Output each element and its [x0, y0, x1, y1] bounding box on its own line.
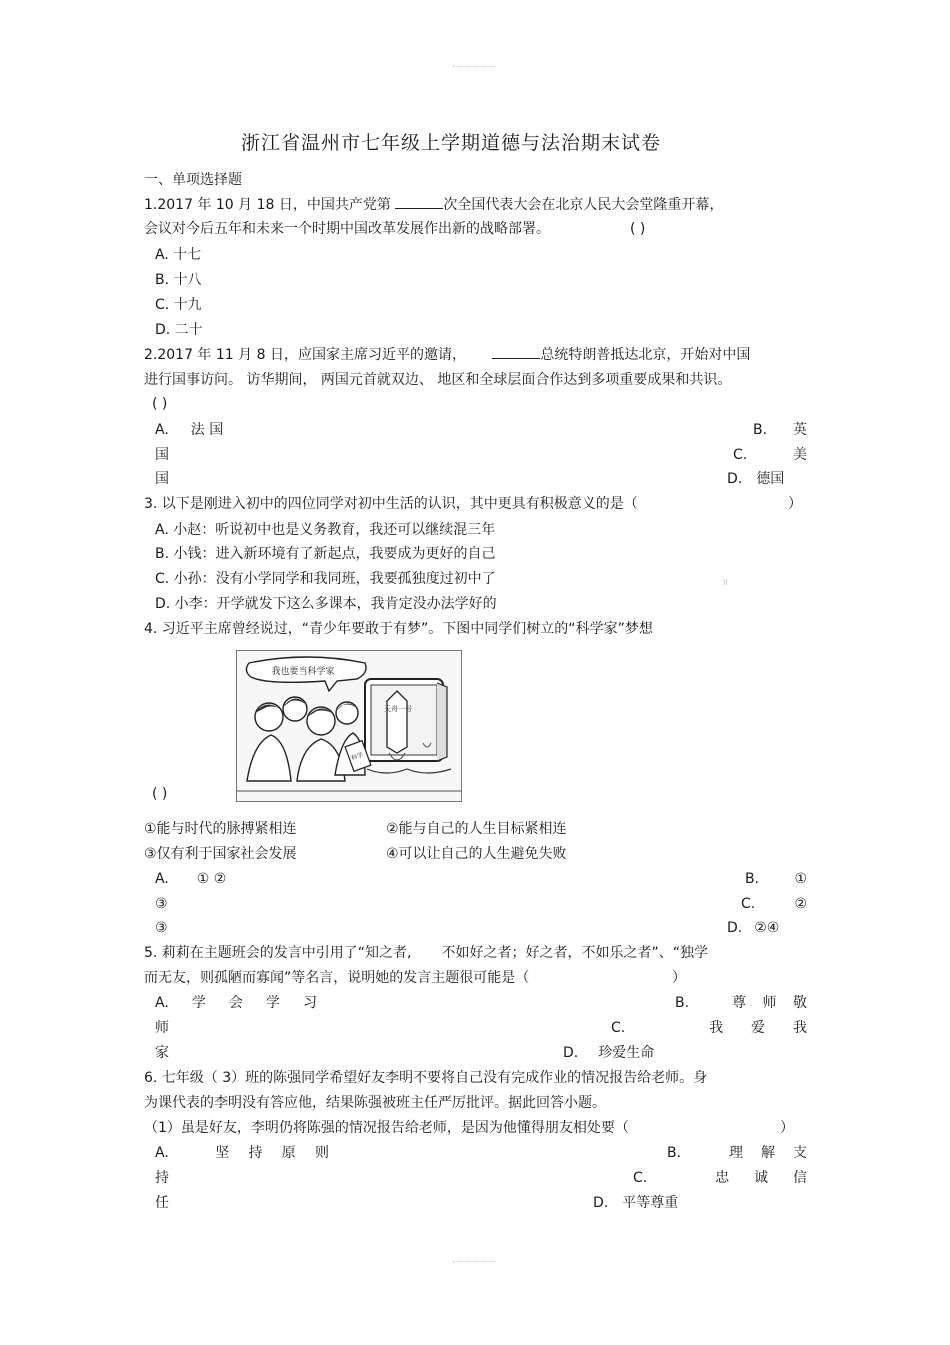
q1-option-b: B. 十八: [155, 272, 202, 288]
q2-option-d: D. 德国: [727, 471, 785, 487]
page-title: 浙江省温州市七年级上学期道德与法治期末试卷: [241, 132, 662, 154]
q1-stem-line2: 会议对今后五年和未来一个时期中国改革发展作出新的战略部署。: [144, 221, 550, 237]
q6-stem-line2: 为课代表的李明没有答应他，结果陈强被班主任严厉批评。据此回答小题。: [144, 1095, 606, 1111]
sign-label: 科学: [350, 751, 365, 763]
q2-wrap-2: 国: [155, 471, 169, 487]
q4-wrap-2: ③: [155, 920, 168, 936]
q2-answer-blank: [492, 346, 540, 359]
q4-cartoon-image: [236, 650, 462, 802]
q6-stem-line1: 6. 七年级（ 3）班的陈强同学希望好友李明不要将自己没有完成作业的情况报告给老师。身: [144, 1070, 708, 1086]
q3-option-d: D. 小李：开学就发下这么多课本，我肯定没办法学好的: [155, 596, 497, 612]
q6-option-d: D. 平等尊重: [593, 1195, 679, 1211]
q1-answer-paren: ( ): [630, 221, 646, 237]
q6-wrap-1: 持: [155, 1170, 169, 1186]
q1-answer-blank: [395, 196, 443, 209]
page-bottom-marker: [453, 1261, 495, 1266]
q5-option-b: B. 尊 师 敬: [675, 995, 807, 1011]
q1-option-d: D. 二十: [155, 322, 203, 338]
q2-option-c: C. 美: [733, 447, 807, 463]
q4-option-a: A. ① ②: [155, 871, 227, 887]
q2-stem-line2: 进行国事访问。 访华期间， 两国元首就双边、 地区和全球层面合作达到多项重要成果和共识。: [144, 372, 732, 388]
q5-stem-line1: 5. 莉莉在主题班会的发言中引用了“知之者, 不如好之者；好之者，不如乐之者”、“独学: [144, 945, 709, 961]
q4-option-d: D. ②④: [727, 920, 780, 936]
q5-option-a: A. 学 会 学 习: [155, 995, 317, 1011]
q4-statement-3: ③仅有利于国家社会发展: [144, 846, 297, 862]
q4-statement-1: ①能与时代的脉搏紧相连: [144, 821, 297, 837]
q5-stem-line2: 而无友，则孤陋而寡闻”等名言，说明她的发言主题很可能是（: [144, 970, 530, 986]
q2-option-a: A. 法 国: [155, 422, 224, 438]
q2-answer-paren: ( ): [152, 396, 168, 412]
q3-paren-close: ）: [788, 496, 802, 512]
q5-wrap-2: 家: [155, 1045, 169, 1061]
q2-stem-line1: 2.2017 年 11 月 8 日，应国家主席习近平的邀请， 总统特朗普抵达北京，开始对中国: [144, 347, 751, 363]
q4-statement-4: ④可以让自己的人生避免失败: [386, 846, 567, 862]
q6-paren-close: ）: [780, 1120, 794, 1136]
q4-stem: 4. 习近平主席曾经说过，“青少年要敢于有梦”。下图中同学们树立的“科学家”梦想: [144, 621, 653, 637]
q4-statement-2: ②能与自己的人生目标紧相连: [386, 821, 567, 837]
q4-wrap-1: ③: [155, 896, 168, 912]
q5-paren-close: ）: [672, 970, 686, 986]
q5-option-d: D. 珍爱生命: [563, 1045, 655, 1061]
q3-stem: 3. 以下是刚进入初中的四位同学对初中生活的认识，其中更具有积极意义的是（: [144, 496, 638, 512]
q3-option-c: C. 小孙：没有小学同学和我同班，我要孤独度过初中了: [155, 571, 496, 587]
page-top-marker: [453, 66, 495, 71]
q2-option-b: B. 英: [753, 422, 807, 438]
cartoon-caption: 我也要当科学家: [271, 667, 335, 677]
scan-mark: ll: [723, 578, 728, 587]
q6-sub1-stem: （1）虽是好友，李明仍将陈强的情况报告给老师，是因为他懂得朋友相处要（: [144, 1120, 629, 1136]
q2-wrap-1: 国: [155, 447, 169, 463]
q1-option-c: C. 十九: [155, 297, 202, 313]
q1-option-a: A. 十七: [155, 247, 202, 263]
q5-wrap-1: 师: [155, 1020, 169, 1036]
rocket-label: 天舟一号: [384, 705, 412, 713]
q6-option-c: C. 忠 诚 信: [633, 1170, 807, 1186]
q6-option-b: B. 理 解 支: [667, 1145, 807, 1161]
q4-option-c: C. ②: [741, 896, 807, 912]
section-heading: 一、单项选择题: [144, 172, 242, 188]
q5-option-c: C. 我 爱 我: [611, 1020, 807, 1036]
q6-option-a: A. 坚 持 原 则: [155, 1145, 329, 1161]
q6-wrap-2: 任: [155, 1195, 169, 1211]
q1-stem-line1: 1.2017 年 10 月 18 日，中国共产党第 次全国代表大会在北京人民大会堂隆重开幕，: [144, 197, 724, 213]
q3-option-b: B. 小钱：进入新环境有了新起点，我要成为更好的自己: [155, 546, 496, 562]
cartoon-drawing: [237, 651, 461, 801]
q4-option-b: B. ①: [745, 871, 807, 887]
q4-answer-paren: ( ): [152, 786, 168, 802]
q3-option-a: A. 小赵：听说初中也是义务教育，我还可以继续混三年: [155, 522, 496, 538]
